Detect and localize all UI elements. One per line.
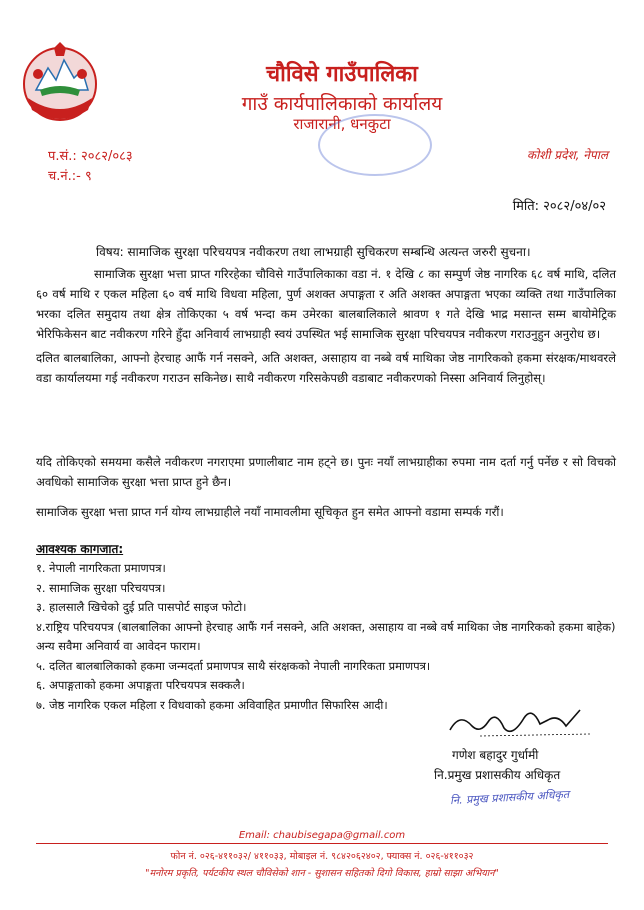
body-paragraph-2 — [36, 348, 616, 388]
paragraph-text: सामाजिक सुरक्षा भत्ता प्राप्त गरिरहेका चौविसे गाउँपालिकाका वडा नं. १ देखि ८ का सम्पुर्ण जेष्ठ नागरिक ६८ वर्ष माथि, दलित ६० वर्ष माथि र एकल महिला ६० वर्ष माथि विधवा महिला, पुर्ण अशक्त अपाङ्गता र अति अशक्त अपाङ्गता भएका व्यक्ति तथा गाउँपालिका भरका दलित समुदाय तथा क्षेत्र तोकिएका ५ वर्ष भन्दा कम उमेरका बालबालिकाले श्रावण १ गते देखि भाद्र मसान्त सम्म बायोमेट्रिक भेरिफिकेसन बाट नवीकरण गरिने हुँदा अनिवार्य लाभग्राही स्वयं उपस्थित भई सामाजिक सुरक्षा परिचयपत्र नवीकरण गराउनुहुन अनुरोध छ। — [36, 267, 616, 341]
list-item: ५. दलित बालबालिकाको हकमा जन्मदर्ता प्रमाणपत्र साथै संरक्षकको नेपाली नागरिकता प्रमाणपत्र। — [36, 658, 431, 673]
documents-heading: आवश्यक कागजात: — [36, 542, 124, 556]
list-item: २. सामाजिक सुरक्षा परिचयपत्र। — [36, 580, 166, 595]
reference-number: प.सं.: २०८२/०८३ — [48, 149, 133, 164]
office-name: चौविसे गाउँपालिका — [266, 62, 418, 87]
list-item: १. नेपाली नागरिकता प्रमाणपत्र। — [36, 561, 166, 575]
signatory-title: नि.प्रमुख प्रशासकीय अधिकृत — [434, 768, 561, 782]
footer-slogan: "मनोरम प्रकृति, पर्यटकीय स्थल चौविसेको शान - सुशासन सहितको दिगो विकास, हाम्रो साझा अभियान" — [145, 868, 499, 879]
body-paragraph-1 — [36, 264, 616, 344]
province-label: कोशी प्रदेश, नेपाल — [526, 148, 608, 162]
office-subtitle: गाउँ कार्यपालिकाको कार्यालय — [241, 93, 443, 115]
body-paragraph-3 — [36, 452, 616, 492]
footer-divider — [36, 843, 608, 844]
list-item: ३. हालसालै खिचेको दुई प्रति पासपोर्ट साइज फोटो। — [36, 600, 247, 614]
dispatch-number: च.नं.:- ९ — [48, 169, 92, 184]
list-item: ६. अपाङ्गताको हकमा अपाङ्गता परिचयपत्र सक्कलै। — [36, 678, 245, 692]
footer-phone: फोन नं. ०२६-४११०३२/ ४११०३३, मोबाइल नं. ९८४२०६२४०२, फ्याक्स नं. ०२६-४११०३२ — [170, 851, 474, 862]
body-paragraph-4 — [36, 502, 616, 522]
signatory-name: गणेश बहादुर गुर्धामी — [452, 748, 539, 762]
paragraph-text: यदि तोकिएको समयमा कसैले नवीकरण नगराएमा प्रणालीबाट नाम हट्ने छ। पुनः नयाँ लाभग्राहीका रुपमा नाम दर्ता गर्नु पर्नेछ र सो विचको अवधिको सामाजिक सुरक्षा भत्ता प्राप्त हुने छैन। — [36, 455, 616, 489]
list-item: ४.राष्ट्रिय परिचयपत्र (बालबालिका आफ्नो हेरचाह आफैं गर्न नसक्ने, अति अशक्त, असाहाय वा नब्बे वर्ष माथिका जेष्ठ नागरिकको हकमा बाहेक) अन्य सवैमा अनिवार्य वा आवेदन फाराम। — [36, 619, 616, 653]
office-address: राजारानी, धनकुटा — [293, 115, 391, 133]
letter-subject: विषय: सामाजिक सुरक्षा परिचयपत्र नवीकरण तथा लाभग्राही सुचिकरण सम्बन्धि अत्यन्त जरुरी सुचना। — [96, 245, 531, 259]
signatory-stamp: नि. प्रमुख प्रशासकीय अधिकृत — [449, 787, 570, 808]
paragraph-text: दलित बालबालिका, आफ्नो हेरचाह आफैं गर्न नसक्ने, अति अशक्त, असाहाय वा नब्बे वर्ष माथिका जेष्ठ नागरिकको हकमा संरक्षक/माथवरले वडा कार्यालयमा गई नवीकरण गराउन सकिनेछ। साथै नवीकरण गरिसकेपछी वडाबाट नवीकरणको निस्सा अनिवार्य लिनुहोस्। — [36, 351, 616, 385]
paragraph-text: सामाजिक सुरक्षा भत्ता प्राप्त गर्न योग्य लाभग्राहीले नयाँ नामावलीमा सूचिकृत हुन समेत आफ्नो वडामा सम्पर्क गरौं। — [36, 505, 504, 519]
footer-email: Email: chaubisegapa@gmail.com — [238, 830, 406, 841]
office-stamp — [318, 114, 432, 176]
list-item: ७. जेष्ठ नागरिक एकल महिला र विधवाको हकमा अविवाहित प्रमाणीत सिफारिस आदी। — [36, 697, 388, 712]
letter-date: मिति: २०८२/०४/०२ — [512, 199, 606, 214]
handwritten-signature — [440, 700, 600, 742]
documents-list — [36, 559, 616, 715]
